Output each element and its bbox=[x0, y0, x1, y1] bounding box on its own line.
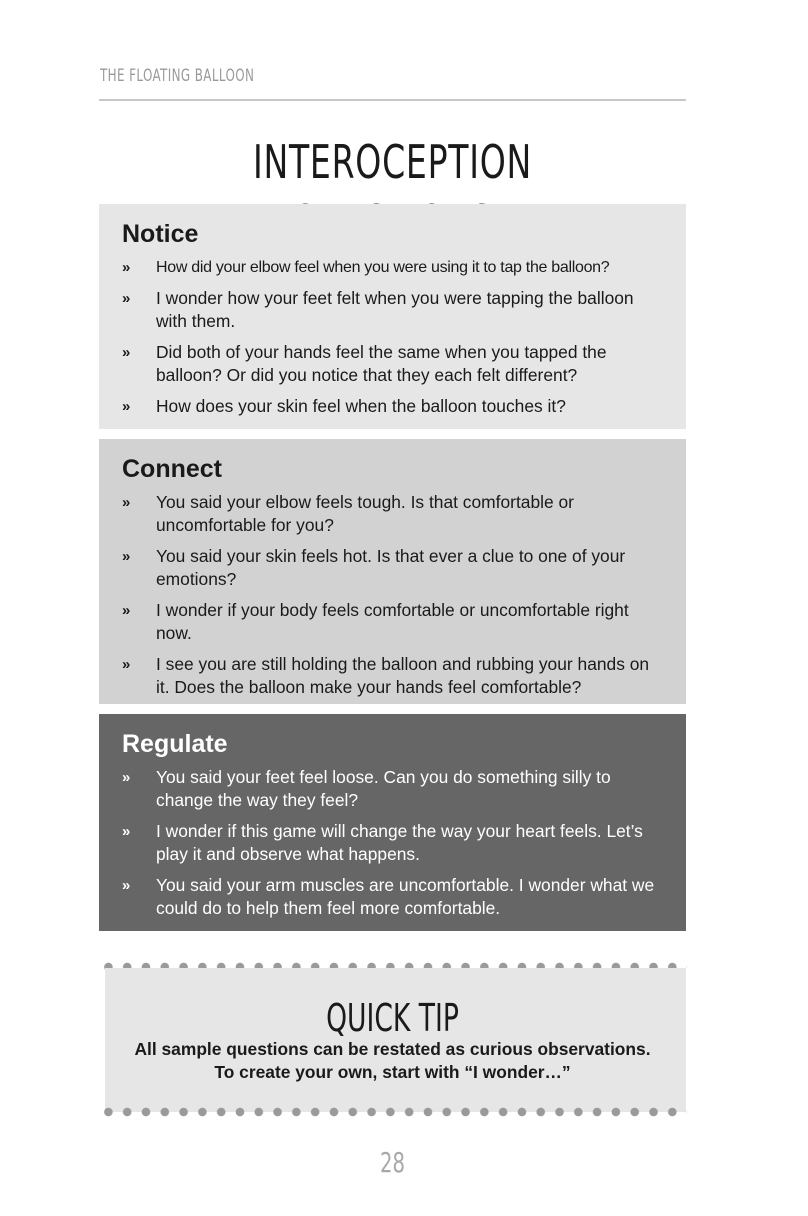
page-title: INTEROCEPTION bbox=[252, 135, 532, 189]
running-head: THE FLOATING BALLOON bbox=[100, 66, 255, 86]
bullet-icon: » bbox=[122, 398, 129, 415]
header-rule bbox=[99, 99, 686, 101]
list-item: » I wonder how your feet felt when you were tapping the balloon with them. bbox=[122, 288, 634, 331]
bullet-icon: » bbox=[122, 656, 129, 673]
bullet-icon: » bbox=[122, 823, 129, 840]
quick-tip-line-1: All sample questions can be restated as curious observations. bbox=[134, 1039, 651, 1059]
regulate-section bbox=[99, 714, 686, 931]
bullet-icon: » bbox=[122, 769, 129, 786]
quick-tip-line-2: To create your own, start with “I wonder…” bbox=[214, 1062, 571, 1082]
notice-section bbox=[99, 204, 686, 429]
list-item: » I see you are still holding the balloon and rubbing your hands on it. Does the balloon make your hands feel comfortable? bbox=[122, 654, 650, 697]
list-item: » You said your elbow feels tough. Is that comfortable or uncomfortable for you? bbox=[122, 492, 574, 535]
list-item: » You said your arm muscles are uncomfortable. I wonder what we could do to help them feel more comfortable. bbox=[122, 875, 655, 918]
bullet-icon: » bbox=[122, 259, 129, 276]
bullet-icon: » bbox=[122, 290, 129, 307]
bullet-icon: » bbox=[122, 548, 129, 565]
list-item: » How did your elbow feel when you were using it to tap the balloon? bbox=[122, 256, 666, 279]
list-item: » You said your feet feel loose. Can you do something silly to change the way they feel? bbox=[122, 767, 611, 810]
connect-section bbox=[99, 439, 686, 704]
bullet-icon: » bbox=[122, 344, 129, 361]
section-heading-connect: Connect bbox=[122, 455, 222, 483]
section-heading-notice: Notice bbox=[122, 220, 199, 248]
list-item: » I wonder if your body feels comfortable or uncomfortable right now. bbox=[122, 600, 629, 643]
page-number: 28 bbox=[380, 1146, 405, 1179]
list-item: » I wonder if this game will change the way your heart feels. Let’s play it and observe what happens. bbox=[122, 821, 643, 864]
dotted-divider-bottom bbox=[99, 1107, 687, 1117]
list-item: » How does your skin feel when the balloon touches it? bbox=[122, 396, 566, 416]
list-item: » Did both of your hands feel the same when you tapped the balloon? Or did you notice that they each felt different? bbox=[122, 342, 607, 385]
bullet-icon: » bbox=[122, 602, 129, 619]
bullet-icon: » bbox=[122, 877, 129, 894]
quick-tip-text bbox=[99, 1038, 686, 1084]
quick-tip-title: QUICK TIP bbox=[326, 996, 459, 1040]
list-item: » You said your skin feels hot. Is that ever a clue to one of your emotions? bbox=[122, 546, 626, 589]
bullet-icon: » bbox=[122, 494, 129, 511]
section-heading-regulate: Regulate bbox=[122, 730, 228, 758]
